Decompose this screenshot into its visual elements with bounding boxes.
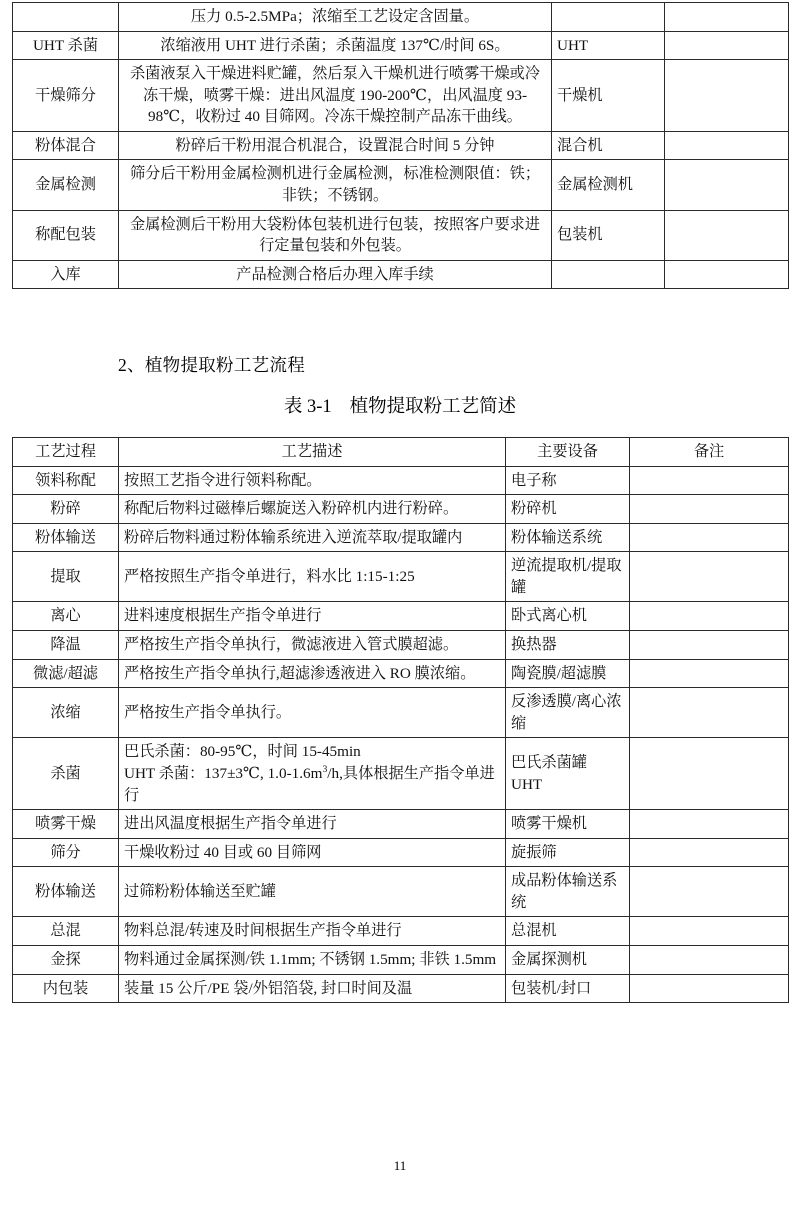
- cell-description: 严格按生产指令单执行,超滤渗透液进入 RO 膜浓缩。: [119, 659, 506, 688]
- cell-description: 物料通过金属探测/铁 1.1mm; 不锈钢 1.5mm; 非铁 1.5mm: [119, 945, 506, 974]
- table-row: [13, 738, 789, 810]
- cell-stage: [13, 3, 119, 32]
- cell-equipment: 粉体输送系统: [506, 523, 630, 552]
- plant-extract-process-table: [12, 437, 789, 1003]
- cell-description: 粉碎后物料通过粉体输系统进入逆流萃取/提取罐内: [119, 523, 506, 552]
- cell-stage: 入库: [13, 260, 119, 289]
- cell-stage: 称配包装: [13, 210, 119, 260]
- table-header-row: [13, 438, 789, 467]
- cell-note: [630, 523, 789, 552]
- cell-stage: 浓缩: [13, 688, 119, 738]
- table-row: [13, 523, 789, 552]
- cell-equipment: 金属检测机: [552, 160, 665, 210]
- table-row: [13, 60, 789, 132]
- cell-description: 产品检测合格后办理入库手续: [119, 260, 552, 289]
- process-summary-continued-table: [12, 2, 789, 289]
- cell-note: [665, 260, 789, 289]
- table-row: [13, 495, 789, 524]
- cell-stage: 离心: [13, 602, 119, 631]
- cell-equipment: [506, 738, 630, 810]
- cell-description: 干燥收粉过 40 目或 60 目筛网: [119, 838, 506, 867]
- cell-equipment: 逆流提取机/提取罐: [506, 552, 630, 602]
- table-row: [13, 552, 789, 602]
- equipment-line-1: 巴氏杀菌罐: [511, 754, 587, 772]
- page-number: 11: [393, 1158, 407, 1173]
- table-row: [13, 917, 789, 946]
- cell-description: 进出风温度根据生产指令单进行: [119, 810, 506, 839]
- cell-stage: 领料称配: [13, 466, 119, 495]
- cell-equipment: UHT: [552, 31, 665, 60]
- cell-description: 装量 15 公斤/PE 袋/外铝箔袋, 封口时间及温: [119, 974, 506, 1003]
- cell-description: 称配后物料过磁棒后螺旋送入粉碎机内进行粉碎。: [119, 495, 506, 524]
- table-row: [13, 631, 789, 660]
- cell-equipment: [552, 260, 665, 289]
- header-note: 备注: [630, 438, 789, 467]
- cell-note: [665, 131, 789, 160]
- table-row: [13, 3, 789, 32]
- cell-note: [630, 917, 789, 946]
- cell-equipment: 金属探测机: [506, 945, 630, 974]
- cell-note: [665, 31, 789, 60]
- cell-note: [630, 466, 789, 495]
- cell-stage: 降温: [13, 631, 119, 660]
- cell-stage: 提取: [13, 552, 119, 602]
- cell-stage: 杀菌: [13, 738, 119, 810]
- cell-stage: 干燥筛分: [13, 60, 119, 132]
- table-row: [13, 945, 789, 974]
- cell-equipment: 换热器: [506, 631, 630, 660]
- cell-stage: 内包装: [13, 974, 119, 1003]
- cell-note: [665, 3, 789, 32]
- cell-description: 粉碎后干粉用混合机混合，设置混合时间 5 分钟: [119, 131, 552, 160]
- table-row: [13, 260, 789, 289]
- cell-note: [630, 810, 789, 839]
- cell-equipment: 反渗透膜/离心浓缩: [506, 688, 630, 738]
- cell-stage: 总混: [13, 917, 119, 946]
- cell-equipment: 混合机: [552, 131, 665, 160]
- cell-equipment: 卧式离心机: [506, 602, 630, 631]
- cell-note: [630, 867, 789, 917]
- cell-description: 杀菌液泵入干燥进料贮罐，然后泵入干燥机进行喷雾干燥或冷冻干燥，喷雾干燥：进出风温度 190-200℃，出风温度 93-98℃，收粉过 40 目筛网。冷冻干燥控制产品冻干曲线。: [119, 60, 552, 132]
- cell-equipment: 包装机: [552, 210, 665, 260]
- cell-note: [630, 659, 789, 688]
- cell-note: [665, 160, 789, 210]
- header-equipment: 主要设备: [506, 438, 630, 467]
- header-stage: 工艺过程: [13, 438, 119, 467]
- cell-note: [630, 974, 789, 1003]
- table-row: [13, 659, 789, 688]
- cell-stage: 微滤/超滤: [13, 659, 119, 688]
- equipment-line-2: UHT: [511, 775, 543, 793]
- table-row: [13, 810, 789, 839]
- cell-description: 浓缩液用 UHT 进行杀菌；杀菌温度 137℃/时间 6S。: [119, 31, 552, 60]
- cell-description: 按照工艺指令进行领料称配。: [119, 466, 506, 495]
- cell-description: 金属检测后干粉用大袋粉体包装机进行包装，按照客户要求进行定量包装和外包装。: [119, 210, 552, 260]
- table-row: [13, 210, 789, 260]
- cell-description-sterilization: [119, 738, 506, 810]
- table-caption-label: 表 3-1: [283, 397, 332, 417]
- cell-note: [665, 60, 789, 132]
- cell-equipment: 干燥机: [552, 60, 665, 132]
- table-row: [13, 838, 789, 867]
- cell-description: 筛分后干粉用金属检测机进行金属检测，标准检测限值：铁；非铁；不锈钢。: [119, 160, 552, 210]
- table-row: [13, 974, 789, 1003]
- cell-equipment: 成品粉体输送系统: [506, 867, 630, 917]
- cell-stage: 粉体输送: [13, 867, 119, 917]
- header-description: 工艺描述: [119, 438, 506, 467]
- cell-note: [630, 552, 789, 602]
- cell-description: 严格按照生产指令单进行，料水比 1:15-1:25: [119, 552, 506, 602]
- section-heading: 2、植物提取粉工艺流程: [118, 355, 306, 375]
- cell-equipment: 喷雾干燥机: [506, 810, 630, 839]
- sterilization-line-1: 巴氏杀菌：80-95℃，时间 15-45min: [124, 743, 361, 761]
- sterilization-line-2: UHT 杀菌：137±3℃, $1.0-1.6m^3/h$,具体根据生产指令单进行: [124, 763, 495, 804]
- cell-description: 严格按生产指令单执行，微滤液进入管式膜超滤。: [119, 631, 506, 660]
- cell-stage: 喷雾干燥: [13, 810, 119, 839]
- table-caption-title: 植物提取粉工艺简述: [349, 397, 517, 417]
- table-row: [13, 31, 789, 60]
- table-row: [13, 131, 789, 160]
- cell-description: 过筛粉粉体输送至贮罐: [119, 867, 506, 917]
- table-row: [13, 867, 789, 917]
- cell-stage: 粉体输送: [13, 523, 119, 552]
- table-caption: [0, 392, 800, 418]
- cell-stage: 粉碎: [13, 495, 119, 524]
- table-row: [13, 688, 789, 738]
- cell-equipment: [552, 3, 665, 32]
- cell-equipment: 旋振筛: [506, 838, 630, 867]
- cell-equipment: 陶瓷膜/超滤膜: [506, 659, 630, 688]
- cell-stage: 金探: [13, 945, 119, 974]
- cell-equipment: 电子称: [506, 466, 630, 495]
- cell-equipment: 总混机: [506, 917, 630, 946]
- cell-note: [630, 688, 789, 738]
- cell-stage: 金属检测: [13, 160, 119, 210]
- cell-note: [630, 738, 789, 810]
- table-row: [13, 466, 789, 495]
- cell-description: 进料速度根据生产指令单进行: [119, 602, 506, 631]
- cell-note: [630, 838, 789, 867]
- cell-note: [630, 631, 789, 660]
- cell-description: 压力 0.5-2.5MPa；浓缩至工艺设定含固量。: [119, 3, 552, 32]
- cell-stage: 筛分: [13, 838, 119, 867]
- table-row: [13, 602, 789, 631]
- cell-note: [630, 945, 789, 974]
- cell-note: [630, 602, 789, 631]
- cell-description: 严格按生产指令单执行。: [119, 688, 506, 738]
- cell-description: 物料总混/转速及时间根据生产指令单进行: [119, 917, 506, 946]
- table-row: [13, 160, 789, 210]
- cell-note: [630, 495, 789, 524]
- cell-equipment: 包装机/封口: [506, 974, 630, 1003]
- cell-stage: UHT 杀菌: [13, 31, 119, 60]
- cell-note: [665, 210, 789, 260]
- cell-stage: 粉体混合: [13, 131, 119, 160]
- cell-equipment: 粉碎机: [506, 495, 630, 524]
